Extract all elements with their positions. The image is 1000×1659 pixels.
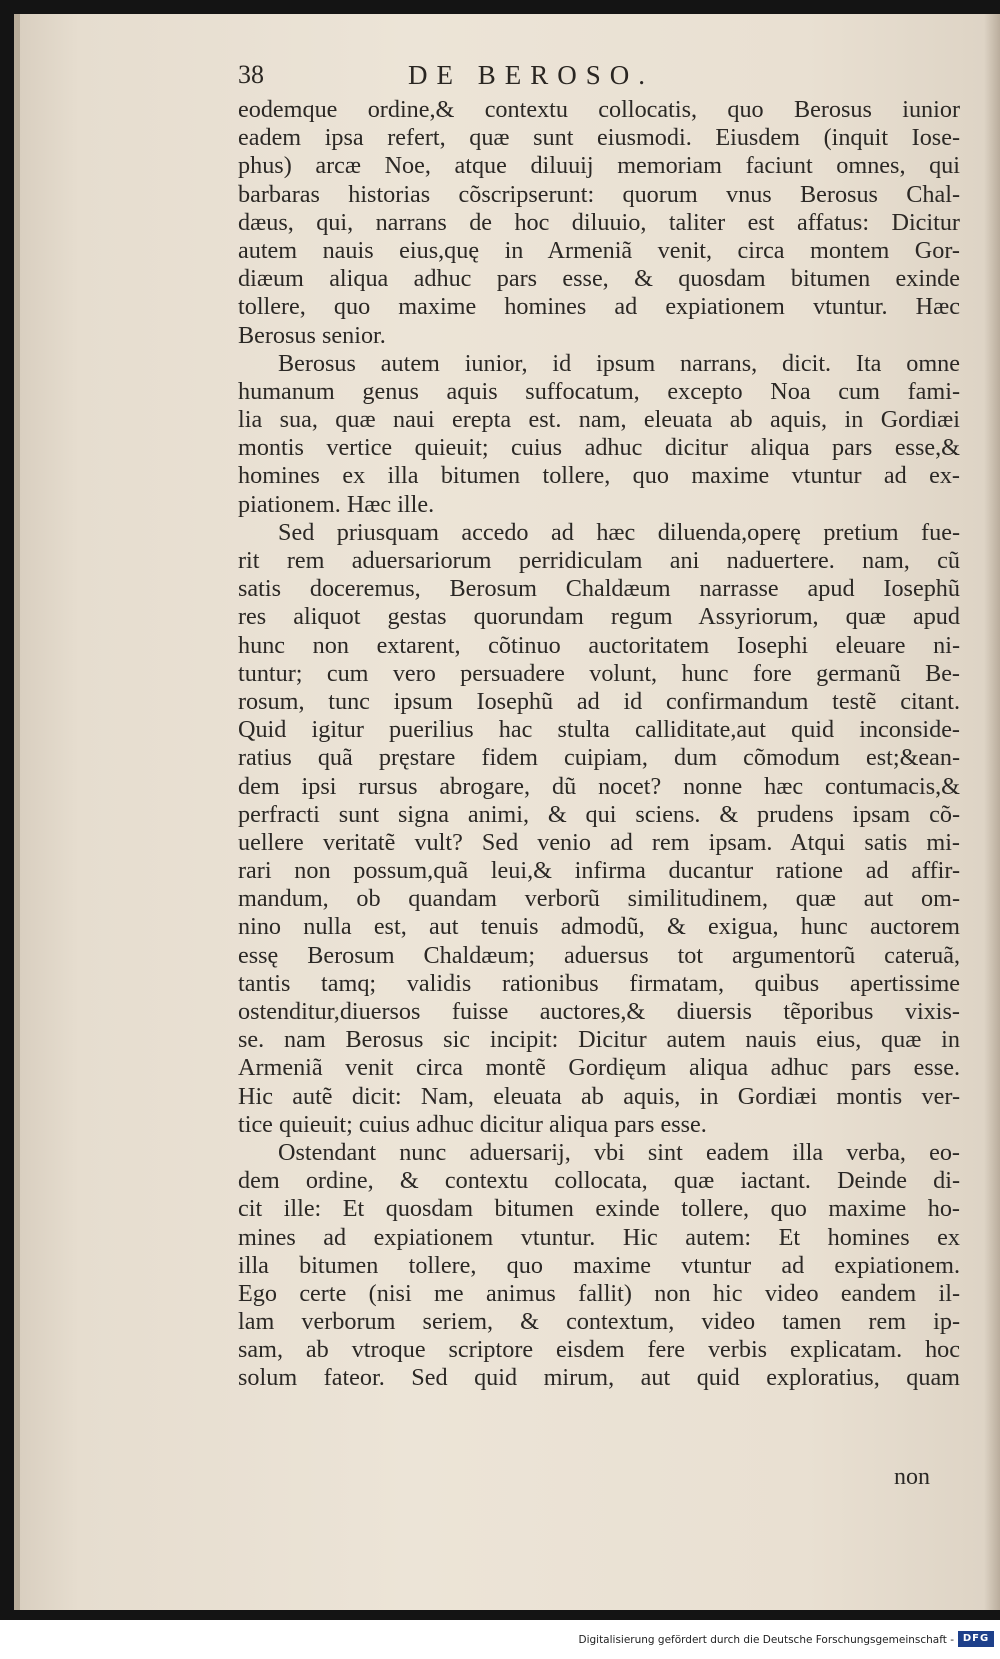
text-line: rari non possum,quã leui,& infirma ducantur ratione ad affir- xyxy=(238,857,960,885)
footer-bar xyxy=(0,1620,1000,1659)
text-line: dem ordine, & contextu collocata, quæ iactant. Deinde di- xyxy=(238,1167,960,1195)
text-line: res aliquot gestas quorundam regum Assyriorum, quæ apud xyxy=(238,603,960,631)
text-line: humanum genus aquis suffocatum, excepto Noa cum fami- xyxy=(238,377,960,405)
text-line: piationem. Hæc ille. xyxy=(238,490,435,518)
text-line: Sed priusquam accedo ad hæc diluenda,operę pretium fue- xyxy=(278,518,960,546)
text-line: Berosus autem iunior, id ipsum narrans, dicit. Ita omne xyxy=(278,349,960,377)
text-line: Armeniã venit circa montẽ Gordięum aliqua adhuc pars esse. xyxy=(238,1054,960,1082)
catchword: non xyxy=(894,1464,930,1490)
footer-credit: Digitalisierung gefördert durch die Deutsche Forschungsgemeinschaft - xyxy=(578,1634,954,1646)
body-text xyxy=(238,96,960,1393)
text-line: eodemque ordine,& contextu collocatis, quo Berosus iunior xyxy=(238,96,960,123)
text-line: illa bitumen tollere, quo maxime vtuntur ad expiationem. xyxy=(238,1251,960,1279)
text-line: Ostendant nunc aduersarij, vbi sint eadem illa verba, eo- xyxy=(278,1138,960,1166)
text-line: ostenditur,diuersos fuisse auctores,& diuersis tẽporibus vixis- xyxy=(238,998,960,1025)
text-line: essę Berosum Chaldæum; aduersus tot argumentorũ cateruã, xyxy=(238,941,960,969)
text-line: ratius quã pręstare fidem cuipiam, dum cõmodum est;&ean- xyxy=(238,744,960,772)
text-line: satis doceremus, Berosum Chaldæum narrasse apud Iosephũ xyxy=(238,575,960,603)
text-line: mandum, ob quandam verborũ similitudinem, quæ aut om- xyxy=(238,885,960,913)
text-line: perfracti sunt signa animi, & qui sciens. & prudens ipsam cõ- xyxy=(238,800,960,828)
text-line: rit rem aduersariorum perridiculam ani naduertere. nam, cũ xyxy=(238,547,960,574)
text-line: Quid igitur puerilius hac stulta calliditate,aut quid inconside- xyxy=(238,716,960,744)
text-line: hunc non extarent, cõtinuo auctoritatem Iosephi eleuare ni- xyxy=(238,631,960,659)
text-line: tantis tamq; validis rationibus firmatam, quibus apertissime xyxy=(238,969,960,997)
text-line: Berosus senior. xyxy=(238,321,386,349)
text-line: mines ad expiationem vtuntur. Hic autem: Et homines ex xyxy=(238,1223,960,1251)
text-line: lam verborum seriem, & contextum, video tamen rem ip- xyxy=(238,1308,960,1336)
text-line: tuntur; cum vero persuadere volunt, hunc fore germanũ Be- xyxy=(238,659,960,687)
text-line: sam, ab vtroque scriptore eisdem fere verbis explicatam. hoc xyxy=(238,1336,960,1364)
text-line: montis vertice quieuit; cuius adhuc dicitur aliqua pars esse,& xyxy=(238,434,960,462)
text-line: solum fateor. Sed quid mirum, aut quid exploratius, quam xyxy=(238,1364,960,1392)
running-head: DE BEROSO. xyxy=(408,60,655,90)
text-line: eadem ipsa refert, quæ sunt eiusmodi. Eiusdem (inquit Iose- xyxy=(238,124,960,152)
text-line: phus) arcæ Noe, atque diluuij memoriam faciunt omnes, qui xyxy=(238,152,960,180)
text-line: rosum, tunc ipsum Iosephũ ad id confirmandum testẽ citant. xyxy=(238,687,960,715)
text-line: homines ex illa bitumen tollere, quo maxime vtuntur ad ex- xyxy=(238,462,960,490)
text-line: uellere veritatẽ vult? Sed venio ad rem ipsam. Atqui satis mi- xyxy=(238,828,960,856)
text-line: nino nulla est, aut tenuis admodũ, & exigua, hunc auctorem xyxy=(238,913,960,941)
text-line: tollere, quo maxime homines ad expiationem vtuntur. Hæc xyxy=(238,293,960,321)
text-line: tice quieuit; cuius adhuc dicitur aliqua pars esse. xyxy=(238,1110,707,1138)
text-line: Hic autẽ dicit: Nam, eleuata ab aquis, in Gordiæi montis ver- xyxy=(238,1082,960,1110)
text-line: Ego certe (nisi me animus fallit) non hic video eandem il- xyxy=(238,1279,960,1307)
text-line: dem ipsi rursus abrogare, dũ nocet? nonne hæc contumacis,& xyxy=(238,772,960,800)
page-number: 38 xyxy=(238,60,264,89)
text-line: autem nauis eius,quę in Armeniã venit, circa montem Gor- xyxy=(238,236,960,264)
page-header xyxy=(238,60,938,96)
text-line: lia sua, quæ naui erepta est. nam, eleuata ab aquis, in Gordiæi xyxy=(238,406,960,434)
text-line: cit ille: Et quosdam bitumen exinde tollere, quo maxime ho- xyxy=(238,1195,960,1223)
text-line: se. nam Berosus sic incipit: Dicitur autem nauis eius, quæ in xyxy=(238,1026,960,1054)
dfg-logo: DFG xyxy=(958,1631,994,1647)
text-line: barbaras historias cõscripserunt: quorum vnus Berosus Chal- xyxy=(238,180,960,208)
page-edge-shadow xyxy=(984,14,1000,1610)
text-line: diæum aliqua adhuc pars esse, & quosdam bitumen exinde xyxy=(238,265,960,293)
text-line: dæus, qui, narrans de hoc diluuio, taliter est affatus: Dicitur xyxy=(238,208,960,236)
